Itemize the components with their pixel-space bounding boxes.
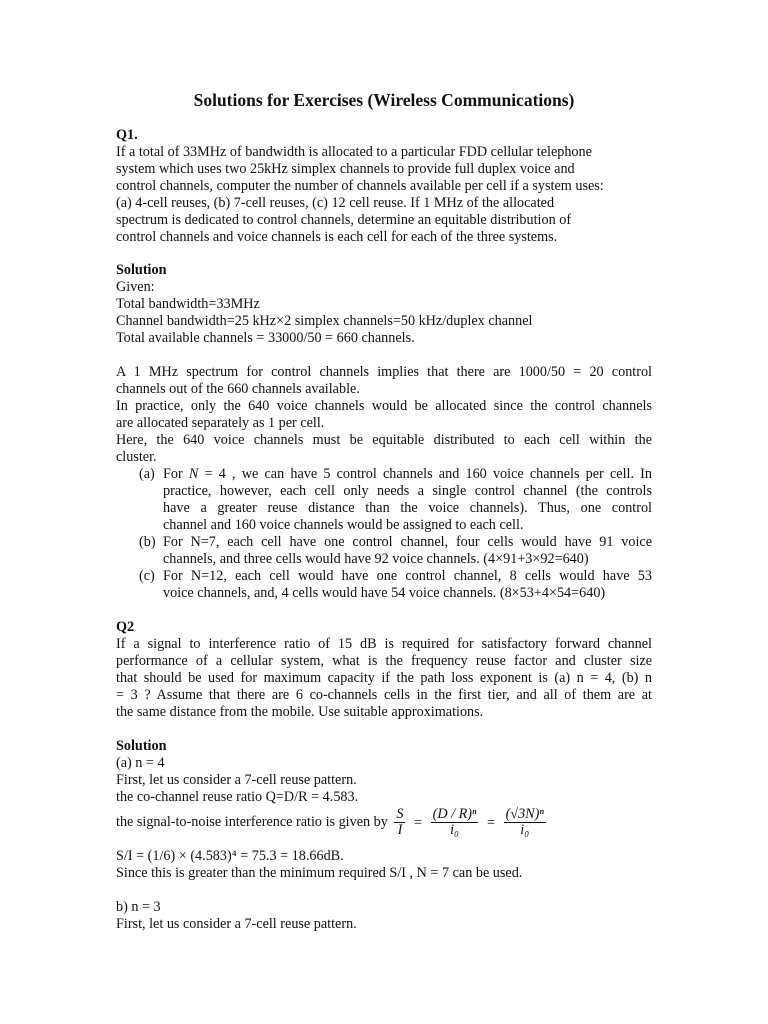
q1-paragraph-line: channels out of the 660 channels available. — [116, 381, 360, 397]
fraction-dr-over-i0 — [431, 807, 479, 838]
fraction-numerator: S — [396, 806, 404, 823]
list-marker: (c) — [139, 568, 155, 584]
page-title: Solutions for Exercises (Wireless Communications) — [193, 90, 575, 110]
q1-text-line: control channels and voice channels is each cell for each of the three systems. — [116, 229, 558, 245]
fraction-denominator: i₀ — [450, 822, 459, 839]
solution-line: First, let us consider a 7-cell reuse pattern. — [116, 916, 357, 932]
q2-text-line: = 3 ? Assume that there are 6 co-channels cells in the first tier, and all of them are at — [116, 687, 652, 703]
given-line: Given: — [116, 279, 155, 295]
sir-formula-line — [116, 806, 549, 839]
solution-line: First, let us consider a 7-cell reuse pattern. — [116, 772, 357, 788]
list-marker: (b) — [139, 534, 156, 550]
list-item-a-line: have a greater reuse distance than the voice channels). Thus, one control — [163, 500, 652, 516]
q2-text-line: the same distance from the mobile. Use suitable approximations. — [116, 704, 484, 720]
q1-text-line: (a) 4-cell reuses, (b) 7-cell reuses, (c) 12 cell reuse. If 1 MHz of the allocated — [116, 195, 555, 211]
text-fragment: For — [163, 466, 189, 482]
q1-paragraph-line: are allocated separately as 1 per cell. — [116, 415, 325, 431]
q1-paragraph-line: Here, the 640 voice channels must be equitable distributed to each cell within the — [116, 432, 652, 448]
fraction-s-over-i — [394, 807, 405, 838]
list-item-a-line: practice, however, each cell only needs a single control channel (the controls — [163, 483, 652, 499]
q2-text-line: If a signal to interference ratio of 15 dB is required for satisfactory forward channel — [116, 636, 652, 652]
sir-value-line: S/I = (1/6) × (4.583)⁴ = 75.3 = 18.66dB. — [116, 848, 344, 864]
q1-solution-heading: Solution — [116, 262, 167, 278]
list-marker: (a) — [139, 466, 155, 482]
equals-sign: = — [487, 814, 496, 831]
solution-line: Since this is greater than the minimum required S/I , N = 7 can be used. — [116, 865, 523, 881]
given-line: Total bandwidth=33MHz — [116, 296, 260, 312]
q1-heading: Q1. — [116, 127, 138, 143]
fraction-denominator: i₀ — [520, 822, 530, 839]
text-fragment: = 4 , we can have 5 control channels and 160 voice channels per cell. In — [198, 466, 652, 482]
list-item-c-line: voice channels, and, 4 cells would have 54 voice channels. (8×53+4×54=640) — [163, 585, 606, 601]
list-item-c-line: For N=12, each cell would have one control channel, 8 cells would have 53 — [163, 568, 652, 584]
part-b-label: b) n = 3 — [116, 899, 161, 915]
fraction-denominator: I — [397, 822, 403, 839]
q1-text-line: system which uses two 25kHz simplex channels to provide full duplex voice and — [116, 161, 575, 177]
q1-text-line: spectrum is dedicated to control channels, determine an equitable distribution of — [116, 212, 572, 228]
given-line: Channel bandwidth=25 kHz×2 simplex channels=50 kHz/duplex channel — [116, 313, 533, 329]
variable-n: N — [188, 466, 199, 482]
solution-line: the co-channel reuse ratio Q=D/R = 4.583. — [116, 789, 359, 805]
q1-paragraph-line: In practice, only the 640 voice channels would be allocated since the control channels — [116, 398, 652, 414]
q2-solution-heading: Solution — [116, 738, 167, 754]
q2-text-line: performance of a cellular system, what is the frequency reuse factor and cluster size — [116, 653, 652, 669]
list-item-b-line: channels, and three cells would have 92 voice channels. (4×91+3×92=640) — [163, 551, 589, 567]
list-item-b-line: For N=7, each cell have one control channel, four cells would have 91 voice — [163, 534, 652, 550]
equals-sign: = — [414, 814, 423, 831]
list-item-a-line — [163, 466, 652, 483]
fraction-numerator: (D / R)ⁿ — [432, 806, 477, 823]
q2-heading: Q2 — [116, 619, 135, 635]
q1-text-line: If a total of 33MHz of bandwidth is allocated to a particular FDD cellular telephone — [116, 144, 592, 160]
q1-paragraph-line: cluster. — [116, 449, 157, 465]
sir-intro-text: the signal-to-noise interference ratio is given by — [116, 814, 388, 830]
part-a-label: (a) n = 4 — [116, 755, 165, 771]
q1-paragraph-line: A 1 MHz spectrum for control channels implies that there are 1000/50 = 20 control — [116, 364, 652, 380]
given-line: Total available channels = 33000/50 = 660 channels. — [116, 330, 415, 346]
q2-text-line: that should be used for maximum capacity if the path loss exponent is (a) n = 4, (b) n — [116, 670, 652, 686]
q1-text-line: control channels, computer the number of channels available per cell if a system uses: — [116, 178, 604, 194]
list-item-a-line: channel and 160 voice channels would be assigned to each cell. — [163, 517, 524, 533]
fraction-sqrt3n-over-i0 — [504, 807, 546, 838]
fraction-numerator: (√3N)ⁿ — [505, 806, 544, 823]
